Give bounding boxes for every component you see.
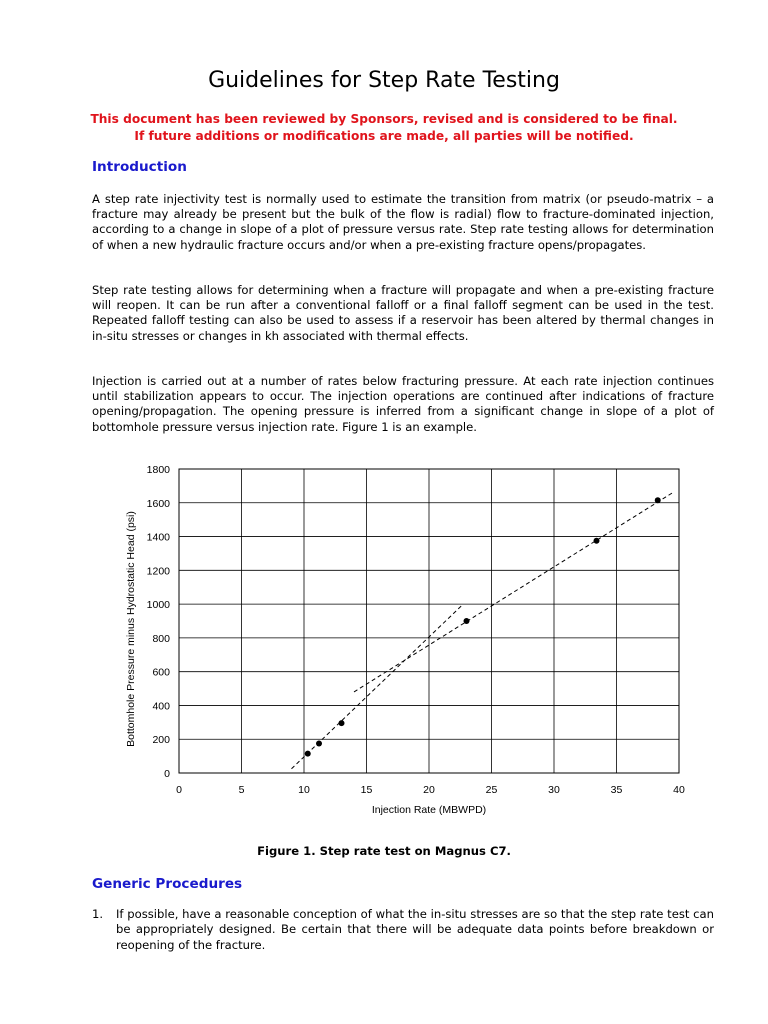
data-point [594, 538, 600, 544]
data-point [305, 751, 311, 757]
y-tick-label: 600 [152, 666, 170, 679]
x-tick-label: 15 [360, 784, 373, 796]
data-point [339, 720, 345, 726]
x-axis-label: Injection Rate (MBWPD) [371, 804, 487, 816]
x-tick-label: 20 [423, 784, 435, 796]
generic-procedures-heading: Generic Procedures [92, 876, 243, 892]
trend-line [354, 493, 673, 692]
y-tick-label: 800 [152, 632, 170, 645]
document-title: Guidelines for Step Rate Testing [208, 68, 560, 93]
y-tick-label: 0 [164, 768, 170, 780]
intro-paragraph-2: Step rate testing allows for determining when a fracture will propagate and when a pre-existing fracture will reopen. It can be run after a conventional falloff or a final falloff segment can be used in the test. Repeated falloff testing can also be used to assess if a reservoir has been altered by thermal changes in in-situ stresses or changes in kh associated with thermal effects. [92, 283, 714, 343]
procedure-item-number: 1. [92, 907, 104, 921]
data-point [464, 618, 470, 624]
y-tick-label: 1800 [146, 464, 170, 476]
y-tick-label: 1000 [146, 599, 170, 612]
data-point [316, 740, 322, 746]
y-tick-label: 1600 [146, 497, 170, 510]
x-tick-label: 0 [176, 784, 182, 796]
y-tick-label: 200 [152, 734, 170, 747]
review-notice [60, 111, 708, 145]
plot-frame [179, 469, 679, 773]
introduction-heading: Introduction [92, 159, 187, 175]
procedure-item-text: If possible, have a reasonable conception of what the in-situ stresses are so that the step rate test can be appropriately designed. Be certain that there will be adequate data points before breakdown or reopening of the fracture. [116, 907, 714, 952]
figure-caption: Figure 1. Step rate test on Magnus C7. [257, 844, 511, 858]
x-tick-label: 40 [673, 784, 685, 796]
y-tick-label: 1200 [146, 565, 170, 578]
x-tick-label: 35 [610, 784, 623, 796]
procedure-item [92, 907, 714, 953]
review-notice-line-1: This document has been reviewed by Sponsors, revised and is considered to be final. [90, 112, 678, 126]
review-notice-line-2: If future additions or modifications are made, all parties will be notified. [134, 129, 634, 143]
x-tick-label: 10 [298, 784, 310, 796]
y-axis-label: Bottomhole Pressure minus Hydrostatic Head (psi) [125, 511, 137, 747]
x-tick-label: 30 [548, 784, 560, 796]
intro-paragraph-3: Injection is carried out at a number of rates below fracturing pressure. At each rate injection continues until stabilization appears to occur. The injection operations are continued after indications of fracture opening/propagation. The opening pressure is inferred from a significant change in slope of a plot of bottomhole pressure versus injection rate. Figure 1 is an example. [92, 374, 714, 434]
y-tick-label: 400 [152, 700, 170, 713]
trend-line [292, 606, 462, 769]
x-tick-label: 5 [238, 784, 245, 796]
y-tick-label: 1400 [146, 531, 170, 544]
x-tick-label: 25 [485, 784, 498, 796]
intro-paragraph-1: A step rate injectivity test is normally used to estimate the transition from matrix (or pseudo-matrix – a fracture may already be present but the bulk of the flow is radial) flow to fracture-dominated injection, according to a change in slope of a plot of pressure versus rate. Step rate testing allows for determination of when a new hydraulic fracture occurs and/or when a pre-existing fracture opens/propagates. [92, 192, 714, 252]
data-point [655, 497, 661, 503]
